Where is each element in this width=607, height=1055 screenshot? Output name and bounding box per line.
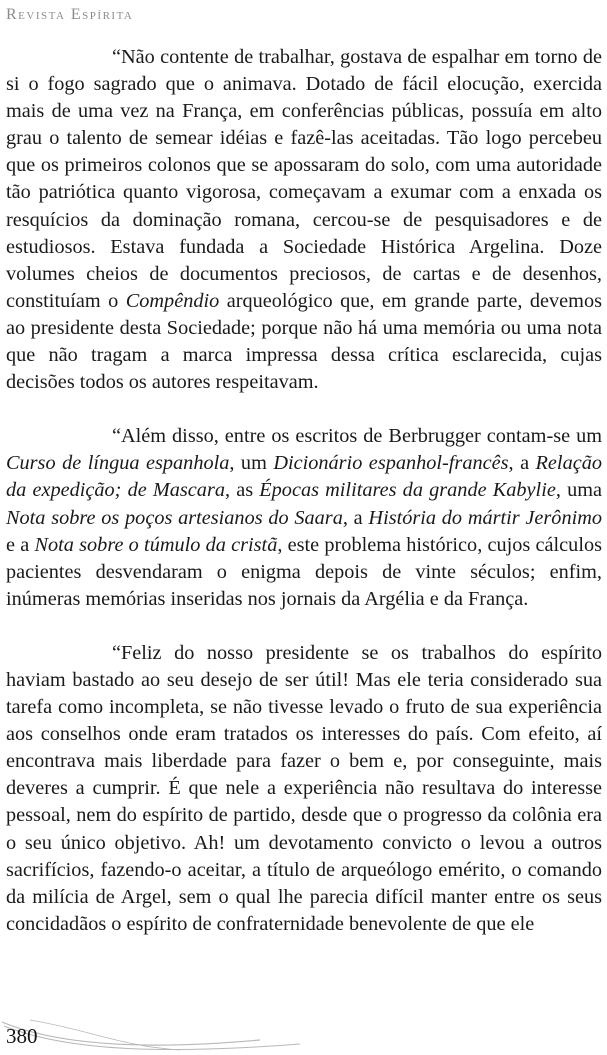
italic-title: Nota sobre o túmulo da cristã bbox=[34, 533, 278, 556]
italic-title: Nota sobre os poços artesianos do Saara bbox=[6, 506, 343, 529]
paragraph-1 bbox=[6, 44, 602, 396]
italic-title: Dicionário espanhol-francês bbox=[273, 452, 509, 475]
italic-title: Épocas militares da grande Kabylie bbox=[259, 479, 556, 502]
text-run: , as bbox=[224, 479, 260, 502]
running-header: Revista Espírita bbox=[6, 6, 134, 23]
text-run: , a bbox=[508, 452, 536, 475]
paragraph-3 bbox=[6, 640, 602, 938]
text-run: “Não contente de trabalhar, gostava de espalhar em torno de si o fogo sagrado que o animava. Dotado de fácil elocução, exercida mais de uma vez na França, em conferências públicas, possuía em alto grau o talento de semear idéias e fazê-las aceitadas. Tão logo percebeu que os primeiros colonos que se apossaram do solo, com uma autoridade tão patriótica quanto vigorosa, começavam a exumar com a enxada os resquícios da dominação romana, cercou-se de pesquisadores e de estudiosos. Estava fundada a Sociedade Histórica Argelina. Doze volumes cheios de documentos preciosos, de cartas e de desenhos, constituíam o bbox=[6, 46, 602, 312]
text-run: e a bbox=[6, 533, 35, 556]
body-text bbox=[6, 44, 602, 938]
italic-title: Curso de língua espanhola bbox=[6, 452, 230, 475]
italic-title: Compêndio bbox=[125, 289, 220, 312]
text-run: , uma bbox=[555, 479, 602, 502]
text-run: , este problema histórico, cujos cálculos pacientes desvendaram o enigma depois de vinte séculos; enfim, inúmeras memórias inseridas nos jornais da Argélia e da França. bbox=[6, 533, 602, 610]
text-run: , um bbox=[229, 452, 274, 475]
text-run: , a bbox=[342, 506, 369, 529]
text-run: “Além disso, entre os escritos de Berbrugger contam-se um bbox=[112, 425, 602, 448]
italic-title: História do mártir Jerônimo bbox=[368, 506, 603, 529]
text-run: arqueológico que, em grande parte, devemos ao presidente desta Sociedade; porque não há uma memória ou uma nota que não tragam a marca impressa dessa crítica esclarecida, cujas decisões todos os autores respeitavam. bbox=[6, 289, 602, 394]
page-footer bbox=[0, 1000, 607, 1055]
text-run: “Feliz do nosso presidente se os trabalhos do espírito haviam bastado ao seu desejo de ser útil! Mas ele teria considerado sua tarefa como incompleta, se não tivesse levado o fruto de sua experiência aos conselhos onde eram tratados os interesses do país. Com efeito, aí encontrava mais liberdade para fazer o bem e, por conseguinte, mais deveres a cumprir. É que nele a experiência não resultava do interesse pessoal, nem do espírito de partido, desde que o progresso da colônia era o seu único objetivo. Ah! um devotamento convicto o levou a outros sacrifícios, fazendo-o aceitar, a título de arqueólogo emérito, o comando da milícia de Argel, sem o qual lhe parecia difícil manter entre os seus concidadãos o espírito de confraternidade benevolente de que ele bbox=[6, 641, 602, 935]
swoosh-ornament bbox=[0, 1000, 607, 1055]
italic-title: Relação da expedição; de Mascara bbox=[6, 452, 602, 502]
paragraph-2 bbox=[6, 423, 602, 613]
page-number: 380 bbox=[6, 1024, 38, 1048]
